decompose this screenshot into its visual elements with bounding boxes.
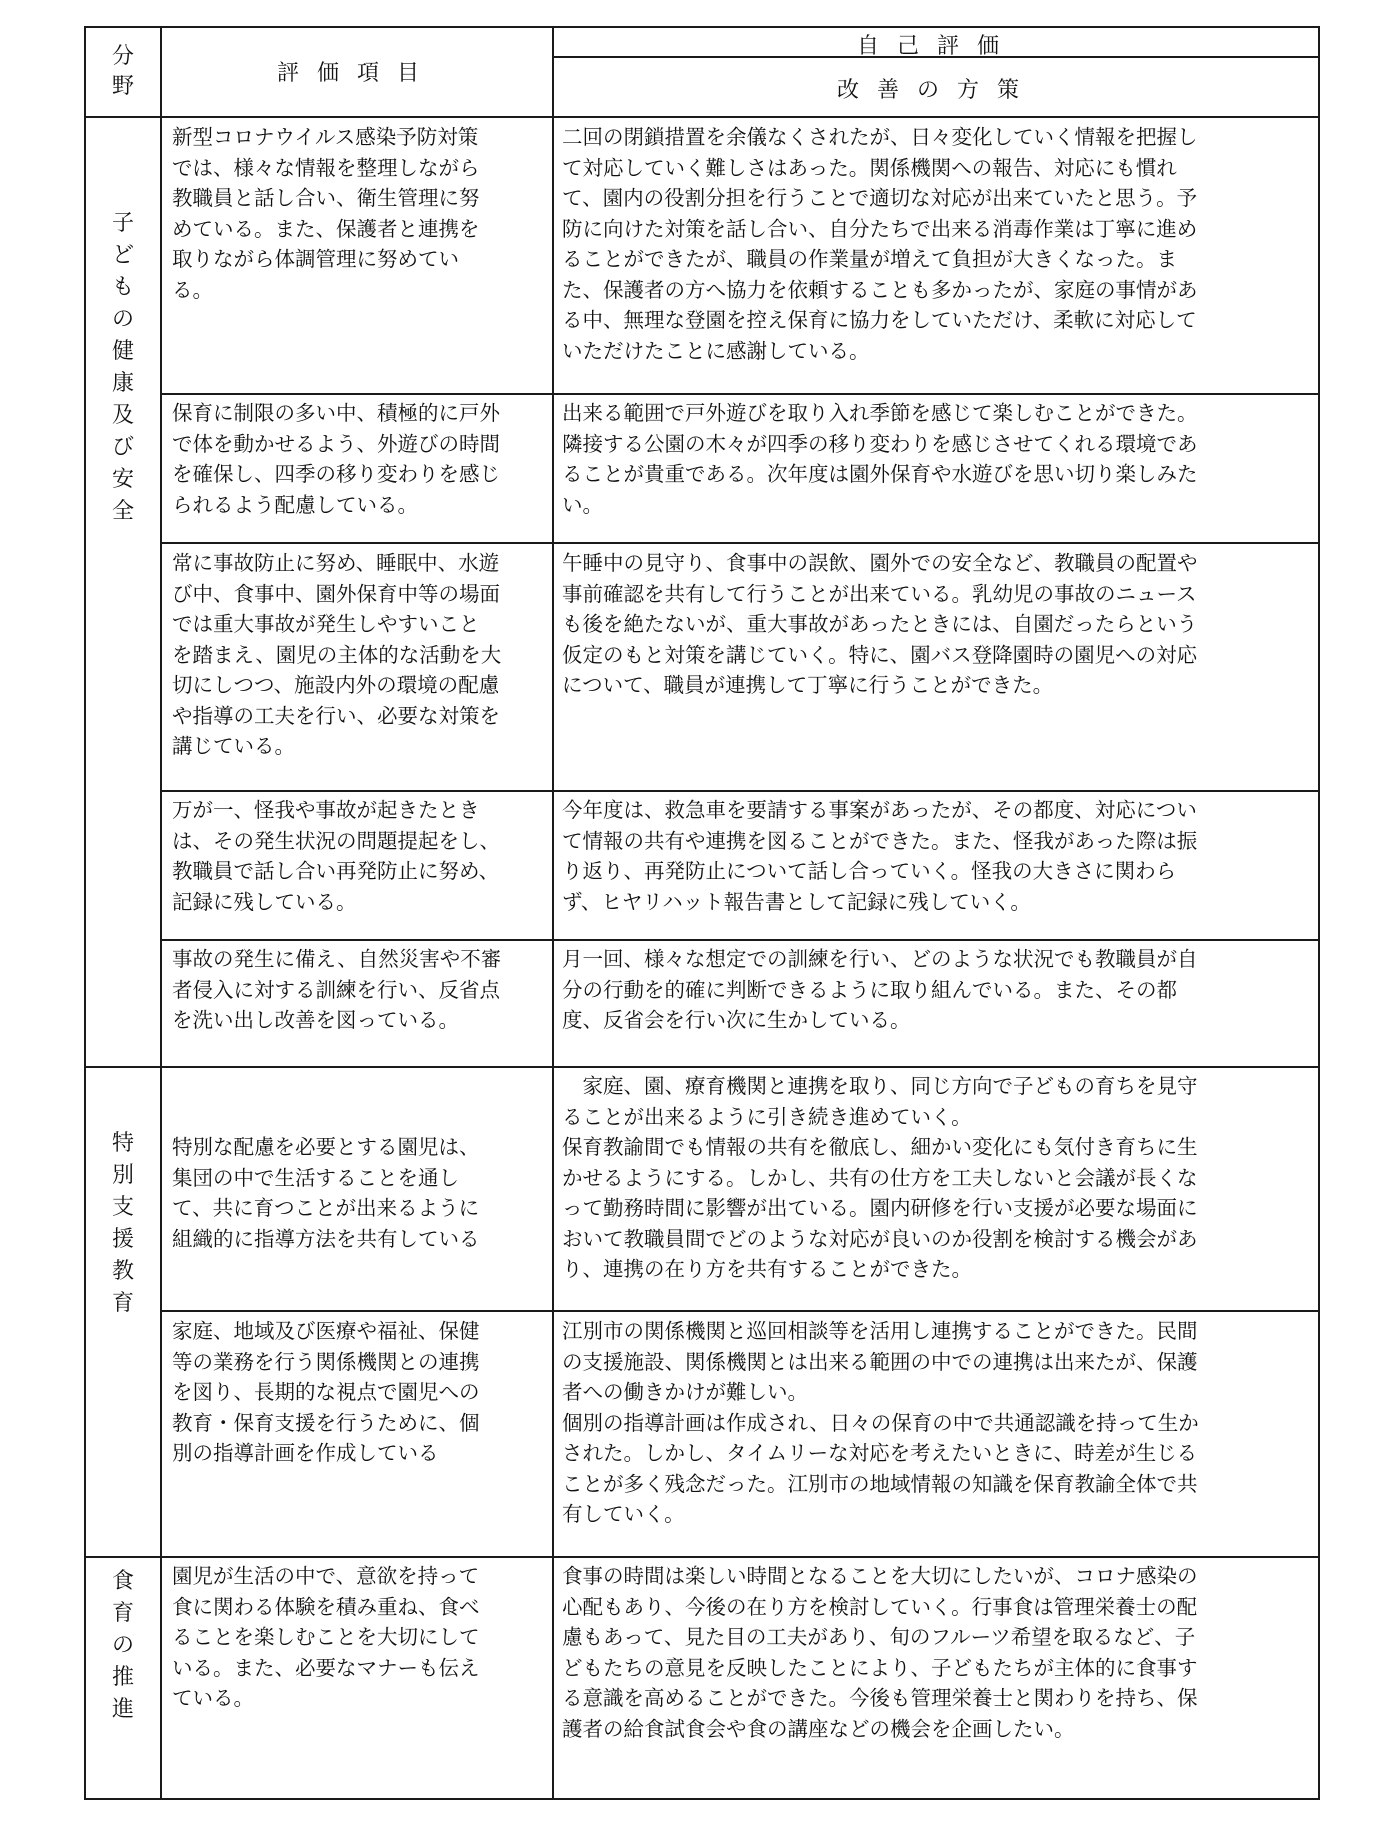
improvement-measure: 家庭、園、療育機関と連携を取り、同じ方向で子どもの育ちを見守 ることが出来るように引き続き進めていく。 保育教諭間でも情報の共有を徹底し、細かい変化にも気付き育ちに生 かせるようにする。しかし、共有の仕方を工夫しないと会議が長くな って勤務時間に影響が出ている。園内研修を行い支援が必要な場面に おいて教職員間でどのような対応が良いのか役割を検討する機会があ り、連携の在り方を共有することができた。 [562,1074,1198,1281]
row-divider [160,1310,1318,1312]
evaluation-item: 新型コロナウイルス感染予防対策 では、様々な情報を整理しながら 教職員と話し合い、衛生管理に努 めている。また、保護者と連携を 取りながら体調管理に努めてい る。 [172,125,480,302]
evaluation-item: 園児が生活の中で、意欲を持って 食に関わる体験を積み重ね、食べ ることを楽しむことを大切にして いる。また、必要なマナーも伝え ている。 [172,1564,480,1710]
column-divider [160,28,162,1798]
section-divider [86,1066,1318,1068]
section-divider [86,1556,1318,1558]
improvement-measure: 食事の時間は楽しい時間となることを大切にしたいが、コロナ感染の 心配もあり、今後の在り方を検討していく。行事食は管理栄養士の配 慮もあって、見た目の工夫があり、旬のフルーツ希望を取るなど、子 どもたちの意見を反映したことにより、子どもたちが主体的に食事す る意識を高めることができた。今後も管理栄養士と関わりを持ち、保 護者の給食試食会や食の講座などの機会を企画したい。 [562,1564,1198,1741]
evaluation-table [84,26,1320,1800]
improvement-measure: 月一回、様々な想定での訓練を行い、どのような状況でも教職員が自 分の行動を的確に判断できるように取り組んでいる。また、その都 度、反省会を行い次に生かしている。 [562,947,1198,1032]
row-divider [160,790,1318,792]
row-divider [160,542,1318,544]
improvement-measure: 二回の閉鎖措置を余儀なくされたが、日々変化していく情報を把握し て対応していく難しさはあった。関係機関への報告、対応にも慣れ て、園内の役割分担を行うことで適切な対応が出来ていたと思う。予 防に向けた対策を話し合い、自分たちで出来る消毒作業は丁寧に進め ることができたが、職員の作業量が増えて負担が大きくなった。ま た、保護者の方へ協力を依頼することも多かったが、家庭の事情があ る中、無理な登園を控え保育に協力をしていただけ、柔軟に対応して いただけたことに感謝している。 [562,125,1198,363]
column-divider [552,28,554,1798]
evaluation-item: 特別な配慮を必要とする園児は、 集団の中で生活することを通し て、共に育つことが出来るように 組織的に指導方法を共有している [172,1135,480,1251]
row-divider [86,116,1318,118]
evaluation-item: 万が一、怪我や事故が起きたとき は、その発生状況の問題提起をし、 教職員で話し合い再発防止に努め、 記録に残している。 [172,798,500,914]
evaluation-item: 保育に制限の多い中、積極的に戸外 で体を動かせるよう、外遊びの時間 を確保し、四季の移り変わりを感じ られるよう配慮している。 [172,401,500,517]
evaluation-item: 常に事故防止に努め、睡眠中、水遊 び中、食事中、園外保育中等の場面 では重大事故が発生しやすいこと を踏まえ、園児の主体的な活動を大 切にしつつ、施設内外の環境の配慮 や指導の工夫を行い、必要な対策を 講じている。 [172,551,502,758]
header-jiko-hyoka: 自己評価 [856,34,1017,59]
improvement-measure: 出来る範囲で戸外遊びを取り入れ季節を感じて楽しむことができた。 隣接する公園の木々が四季の移り変わりを感じさせてくれる環境であ ることが貴重である。次年度は園外保育や水遊びを思い切り楽しみた い。 [562,401,1198,517]
improvement-measure: 今年度は、救急車を要請する事案があったが、その都度、対応につい て情報の共有や連携を図ることができた。また、怪我があった際は振 り返り、再発防止について話し合っていく。怪我の大きさに関わら ず、ヒヤリハット報告書として記録に残していく。 [562,798,1198,914]
header-kaizen: 改善の方策 [836,78,1037,103]
section-label-shokuiku: 食 育 の 推 進 [111,1569,134,1722]
section-label-tokubetsu-shien: 特 別 支 援 教 育 [111,1131,134,1316]
header-bunya: 分 野 [111,44,134,99]
row-divider [160,393,1318,395]
evaluation-item: 家庭、地域及び医療や福祉、保健 等の業務を行う関係機関との連携 を図り、長期的な視点で園児への 教育・保育支援を行うために、個 別の指導計画を作成している [172,1319,480,1465]
evaluation-item: 事故の発生に備え、自然災害や不審 者侵入に対する訓練を行い、反省点 を洗い出し改善を図っている。 [172,947,502,1032]
section-label-kenko-anzen: 子 ど も の 健 康 及 び 安 全 [111,211,134,524]
improvement-measure: 江別市の関係機関と巡回相談等を活用し連携することができた。民間 の支援施設、関係機関とは出来る範囲の中での連携は出来たが、保護 者への働きかけが難しい。 個別の指導計画は作成され、日々の保育の中で共通認識を持って生か された。しかし、タイムリーな対応を考えたいときに、時差が生じる ことが多く残念だった。江別市の地域情報の知識を保育教諭全体で共 有していく。 [562,1319,1199,1526]
row-divider [160,939,1318,941]
improvement-measure: 午睡中の見守り、食事中の誤飲、園外での安全など、教職員の配置や 事前確認を共有して行うことが出来ている。乳幼児の事故のニュース も後を絶たないが、重大事故があったときには、自園だったらという 仮定のもと対策を講じていく。特に、園バス登降園時の園児への対応 について、職員が連携して丁寧に行うことができた。 [562,551,1198,697]
header-hyoka-komoku: 評価項目 [276,61,437,86]
